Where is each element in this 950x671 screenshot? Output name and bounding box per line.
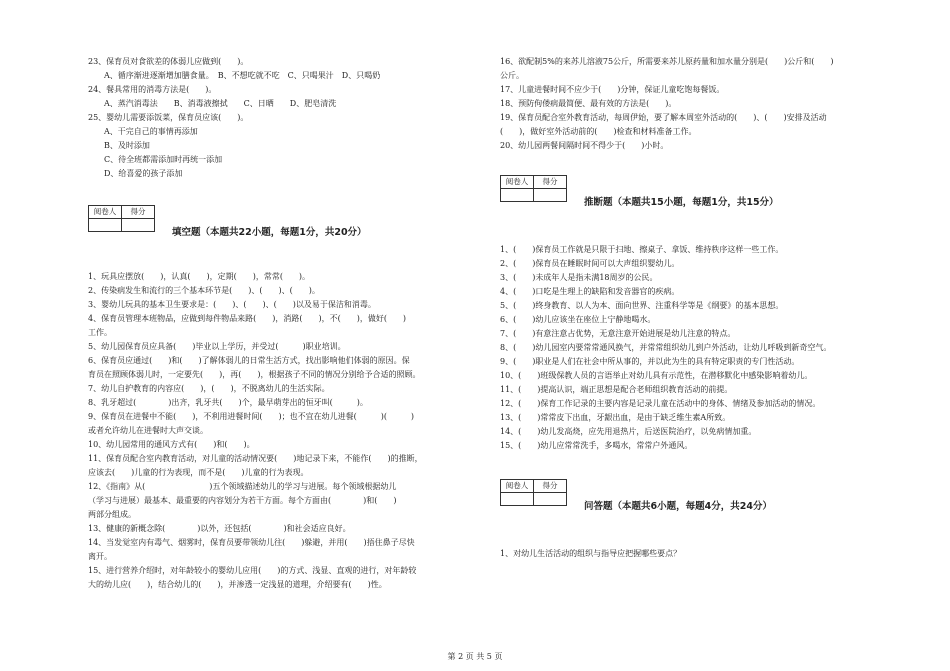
fill-line: 9、保育员在进餐中不能( )，不利用进餐时间( )；也不宜在幼儿进餐( )( ) (88, 412, 415, 421)
judge-line: 3、( )未成年人是指未满18周岁的公民。 (500, 273, 658, 282)
reviewer-cell[interactable] (501, 189, 534, 202)
score-cell[interactable] (534, 189, 567, 202)
score-cell[interactable] (534, 493, 567, 506)
section-title-judge: 推断题（本题共15小题，每题1分，共15分） (584, 197, 779, 208)
qa-questions (500, 547, 900, 561)
fill-line: 6、保育员应通过( )和( )了解体弱儿的日常生活方式，找出影响他们体弱的原因。保 (88, 356, 410, 365)
judge-questions (500, 243, 900, 453)
fill-line: 5、幼儿园保育员应具备( )毕业以上学历，并受过( )职业培训。 (88, 342, 346, 351)
fill-line: 14、当发觉室内有毒气、烟雾时，保育员要带领幼儿往( )躲避，并用( )捂住鼻子尽快 (88, 538, 415, 547)
judge-line: 5、( )终身教育、以人为本、面向世界、注重科学等是《纲要》的基本思想。 (500, 301, 784, 310)
reviewer-cell[interactable] (501, 493, 534, 506)
fill-line: 12、《指南》从( )五个领域描述幼儿的学习与进展。每个领域根据幼儿 (88, 482, 397, 491)
option-line: D、给喜爱的孩子添加 (104, 169, 183, 178)
reviewer-cell[interactable] (89, 219, 122, 232)
question-line: 23、保育员对食欲差的体弱儿应做到( )。 (88, 57, 249, 66)
fill-line: 13、健康的新概念除( )以外，还包括( )和社会适应良好。 (88, 524, 351, 533)
score-label: 得分 (534, 480, 567, 493)
left-column (88, 55, 483, 181)
judge-line: 10、( )班级保教人员的言语举止对幼儿具有示范性，在潜移默化中感染影响着幼儿。 (500, 371, 813, 380)
option-line: B、及时添加 (104, 141, 150, 150)
qa-line: 1、对幼儿生活活动的组织与指导应把握哪些要点？ (500, 549, 682, 558)
score-cell[interactable] (122, 219, 155, 232)
judge-line: 6、( )幼儿应该坐在座位上宁静地喝水。 (500, 315, 656, 324)
fill-line: 离开。 (88, 552, 112, 561)
judge-line: 13、( )常常皮下出血，牙龈出血，是由于缺乏维生素A所致。 (500, 413, 731, 422)
score-label: 得分 (534, 176, 567, 189)
fill-line: 大的幼儿应( )，结合幼儿的( )，并渗透一定浅显的道理，介绍要有( )性。 (88, 580, 387, 589)
fill-line: 2、传染病发生和流行的三个基本环节是( )、( )、( )。 (88, 286, 320, 295)
fill-line: 工作。 (88, 328, 112, 337)
question-line: 24、餐具常用的消毒方法是( )。 (88, 85, 217, 94)
fill-line: 18、预防佝偻病最简便、最有效的方法是( )。 (500, 99, 677, 108)
judge-line: 4、( )口吃是生理上的缺陷和发音器官的疾病。 (500, 287, 680, 296)
page-number: 第 2 页 共 5 页 (447, 652, 503, 661)
score-box (88, 205, 155, 232)
reviewer-label: 阅卷人 (501, 480, 534, 493)
judge-line: 14、( )幼儿发高烧，应先用退热片，后送医院治疗，以免病情加重。 (500, 427, 757, 436)
judge-line: 11、( )提高认识，端正思想是配合老师组织教育活动的前提。 (500, 385, 733, 394)
fill-line: 10、幼儿园常用的通风方式有( )和( )。 (88, 440, 255, 449)
right-column-top (500, 55, 900, 153)
fill-line: 育员在照顾体弱儿时，一定要先( )，再( )，根据孩子不同的情况分别给予合适的照顾。 (88, 370, 421, 379)
judge-line: 7、( )有意注意占优势，无意注意开始进展是幼儿注意的特点。 (500, 329, 736, 338)
fill-line: 1、玩具应摆放( )，认真( )，定期( )，常常( )。 (88, 272, 311, 281)
fill-line: 15、进行营养介绍时，对年龄较小的婴幼儿应用( )的方式、浅显、直观的进行，对年龄较 (88, 566, 417, 575)
fill-line: 8、乳牙超过( )出齐，乳牙共( )个，最早萌芽出的恒牙叫( )。 (88, 398, 368, 407)
score-label: 得分 (122, 206, 155, 219)
section-title-qa: 问答题（本题共6小题，每题4分，共24分） (584, 501, 772, 512)
fill-line: 应该去( )儿童的行为表现，而不是( )儿童的行为表现。 (88, 468, 309, 477)
fill-line: 4、保育员管理本班物品，应做到每件物品来路( )，消路( )，不( )，做好( ) (88, 314, 407, 323)
fill-line: 20、幼儿园两餐间隔时间不得少于( )小时。 (500, 141, 669, 150)
option-line: A、蒸汽消毒法 B、消毒液擦拭 C、日晒 D、肥皂清洗 (104, 99, 337, 108)
score-box (500, 175, 567, 202)
option-line: A、干完自己的事情再添加 (104, 127, 198, 136)
fill-line: ( )，做好室外活动前的( )检查和材料准备工作。 (500, 127, 697, 136)
judge-line: 15、( )幼儿应常常洗手，多喝水，常常户外通风。 (500, 441, 693, 450)
judge-line: 12、( )保育工作记录的主要内容是记录儿童在活动中的身体、情绪及参加活动的情况。 (500, 399, 821, 408)
fill-line: 19、保育员配合室外教育活动，每周伊始，要了解本周室外活动的( )、( )安排及活动 (500, 113, 827, 122)
judge-line: 8、( )幼儿园室内要常常通风换气，并常常组织幼儿到户外活动，让幼儿呼吸到新奇空气。 (500, 343, 832, 352)
section-title-fill: 填空题（本题共22小题，每题1分，共20分） (172, 227, 367, 238)
fill-line: 两部分组成。 (88, 510, 136, 519)
fill-line: （学习与进展）最基本、最重要的内容划分为若干方面。每个方面由( )和( ) (88, 496, 397, 505)
option-line: C、待全班都需添加时再统一添加 (104, 155, 223, 164)
fill-questions (88, 270, 483, 592)
fill-line: 17、儿童进餐时间不应少于( )分钟，保证儿童吃饱每餐饭。 (500, 85, 725, 94)
option-line: A、循序渐进逐渐增加膳食量。 B、不想吃就不吃 C、只喝果汁 D、只喝奶 (104, 71, 381, 80)
score-box (500, 479, 567, 506)
fill-line: 7、幼儿自护教育的内容应( )，( )，不脱离幼儿的生活实际。 (88, 384, 330, 393)
judge-line: 9、( )职业是人们在社会中所从事的，并以此为生的具有特定职责的专门性活动。 (500, 357, 800, 366)
reviewer-label: 阅卷人 (501, 176, 534, 189)
question-line: 25、婴幼儿需要添饭菜，保育员应该( )。 (88, 113, 249, 122)
fill-line: 公斤。 (500, 71, 524, 80)
fill-line: 3、婴幼儿玩具的基本卫生要求是：( )、( )、( )以及易于保洁和消毒。 (88, 300, 376, 309)
judge-line: 1、( )保育员工作就是只限于扫地、擦桌子、拿饭、维持秩序这样一些工作。 (500, 245, 784, 254)
fill-line: 或者允许幼儿在进餐时大声交谈。 (88, 426, 208, 435)
reviewer-label: 阅卷人 (89, 206, 122, 219)
fill-line: 16、欲配制5%的来苏儿溶液75公斤，所需要来苏儿原药量和加水量分别是( )公斤和( ) (500, 57, 834, 66)
fill-line: 11、保育员配合室内教育活动，对儿童的活动情况要( )地记录下来，不能作( )的推断， (88, 454, 423, 463)
judge-line: 2、( )保育员在睡眠时间可以大声组织婴幼儿。 (500, 259, 680, 268)
